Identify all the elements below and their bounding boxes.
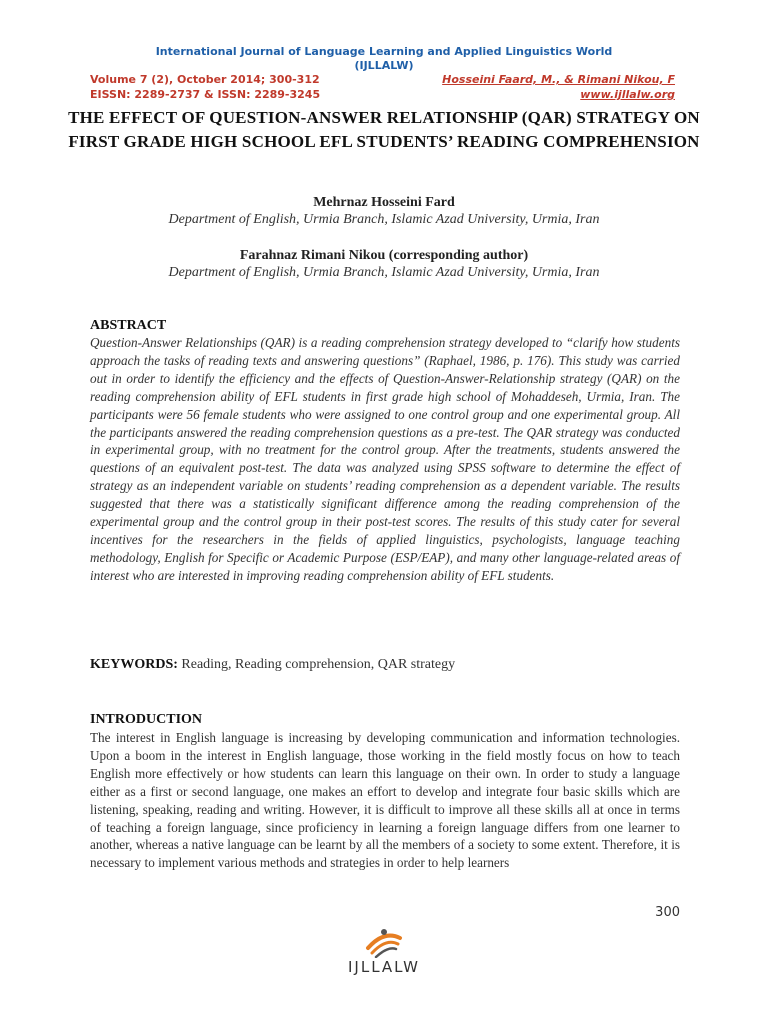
introduction-text: The interest in English language is increasing by developing communication and information technologies. Upon a boom in the interest in English language, those working in the field mostly focus on how to teach English more effectively or how students can learn this language on their own. In order to study a language either as a first or second language, one makes an effort to develop and integrate four basic skills which are listening, speaking, reading and writing. However, it is difficult to improve all these skills all at once in terms of teaching a foreign language, since proficiency in learning a foreign language differs from one learner to another, whereas a native language can be learnt by all the members of a society to some extent. Therefore, it is necessary to implement various methods and strategies in order to help learners [90, 730, 680, 871]
introduction-heading: INTRODUCTION [90, 712, 203, 727]
paper-title: THE EFFECT OF QUESTION-ANSWER RELATIONSHIP (QAR) STRATEGY ON FIRST GRADE HIGH SCHOOL EFL STUDENTS’ READING COMPREHENSION [68, 108, 700, 151]
journal-name: International Journal of Language Learning and Applied Linguistics World [155, 45, 613, 58]
keywords-line [90, 657, 455, 673]
abstract-text: Question-Answer Relationships (QAR) is a reading comprehension strategy developed to “clarify how students approach the tasks of reading texts and answering questions” (Raphael, 1986, p. 176). This study was carried out in order to identify the efficiency and the effects of Question-Answer-Relationship strategy (QAR) on the reading comprehension ability of EFL students in first grade high school of Mohaddeseh, Urmia, Iran. The participants were 56 female students who were assigned to one control group and one experimental group. All the participants answered the reading comprehension questions as a pre-test. The QAR strategy was conducted in experimental group, with no treatment for the control group. After the treatments, students answered the questions of an equivalent post-test. The data was analyzed using SPSS software to determine the effect of strategy as an independent variable on students’ reading comprehension as a dependent variable. The results suggested that there was a statistically significant difference among the reading comprehension of the experimental group and the control group in their post-test scores. The results of this study cater for several incentives for the researchers in the fields of applied linguistics, psychologists, language teaching methodology, English for Specific or Academic Purpose (ESP/EAP), and many other language-related areas of interest who are interested in improving reading comprehension ability of EFL students. [90, 335, 680, 583]
author-affiliation: Department of English, Urmia Branch, Islamic Azad University, Urmia, Iran [168, 212, 600, 227]
keywords-label: KEYWORDS: [90, 657, 178, 672]
author-name: Mehrnaz Hosseini Fard [313, 195, 455, 210]
volume-info: Volume 7 (2), October 2014; 300-312 [90, 73, 320, 86]
running-authors: Hosseini Faard, M., & Rimani Nikou, F [442, 73, 675, 86]
journal-logo-text: IJLLALW [348, 958, 420, 976]
keywords-value: Reading, Reading comprehension, QAR strategy [181, 657, 456, 672]
issn-info: EISSN: 2289-2737 & ISSN: 2289-3245 [90, 88, 321, 101]
author-affiliation: Department of English, Urmia Branch, Islamic Azad University, Urmia, Iran [168, 265, 600, 280]
abstract-heading: ABSTRACT [90, 318, 167, 333]
journal-website-link[interactable]: www.ijllalw.org [580, 88, 675, 101]
page-number: 300 [655, 905, 680, 920]
journal-abbreviation: (IJLLALW) [354, 59, 414, 72]
author-name: Farahnaz Rimani Nikou (corresponding author) [239, 248, 529, 263]
journal-logo-icon [364, 926, 404, 958]
